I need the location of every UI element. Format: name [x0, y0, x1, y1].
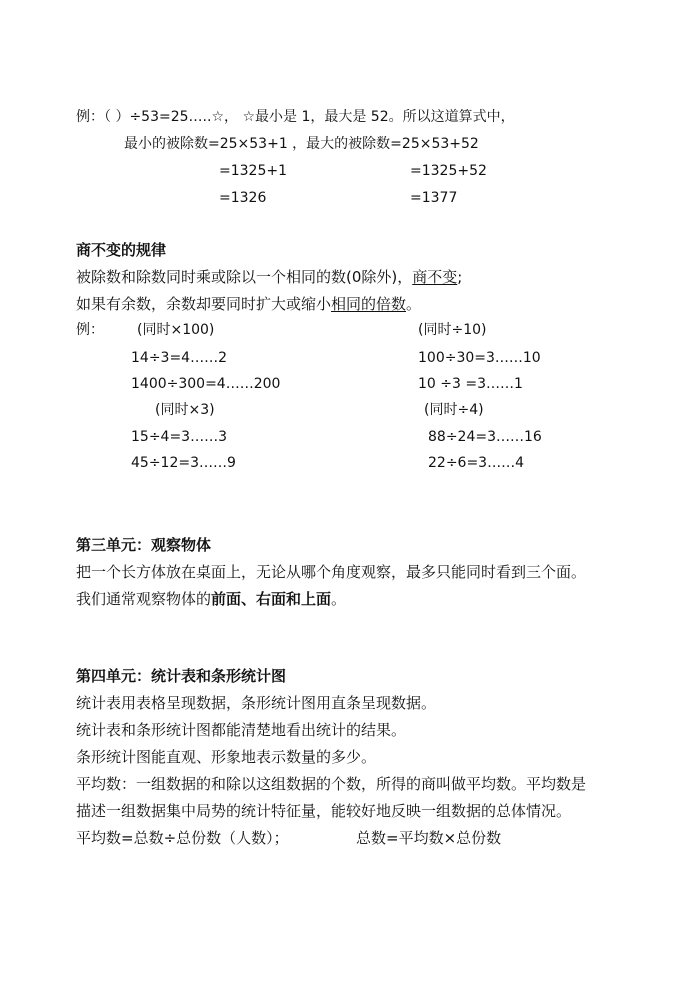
unit3-line-2-end: 。	[331, 590, 347, 608]
total-formula: 总数=平均数×总份数	[356, 829, 502, 847]
rule-line-1-text: 被除数和除数同时乘或除以一个相同的数(0除外)，	[76, 268, 413, 286]
unit4-line-5: 描述一组数据集中局势的统计特征量，能较好地反映一组数据的总体情况。	[76, 802, 572, 820]
rule-example-label: 例：	[76, 322, 104, 338]
unit3-line-2	[76, 590, 346, 608]
left-note-2: (同时×3)	[155, 402, 215, 418]
left-note-1: (同时×100)	[137, 322, 215, 338]
section-heading-quotient-rule: 商不变的规律	[76, 241, 167, 259]
section-heading-unit-3: 第三单元：观察物体	[76, 536, 212, 554]
rule-line-1	[76, 268, 462, 286]
left-equation-4: 45÷12=3……9	[131, 455, 236, 471]
unit3-line-1: 把一个长方体放在桌面上，无论从哪个角度观察，最多只能同时看到三个面。	[76, 563, 587, 581]
section-heading-unit-4: 第四单元：统计表和条形统计图	[76, 667, 287, 685]
right-equation-1: 100÷30=3……10	[418, 350, 541, 366]
right-equation-4: 22÷6=3……4	[428, 455, 524, 471]
unit4-line-3: 条形统计图能直观、形象地表示数量的多少。	[76, 748, 377, 766]
example-line-1: 例：（ ）÷53=25…..☆， ☆最小是 1，最大是 52。所以这道算式中，	[76, 109, 515, 125]
left-equation-1: 14÷3=4……2	[131, 350, 227, 366]
unit3-line-2-bold: 前面、右面和上面	[211, 590, 332, 608]
rule-line-2	[76, 295, 421, 313]
left-equation-3: 15÷4=3……3	[131, 429, 227, 445]
example-right-step-1: =1325+52	[410, 163, 487, 179]
rule-line-2-underlined: 相同的倍数	[331, 295, 407, 313]
unit4-line-4: 平均数：一组数据的和除以这组数据的个数，所得的商叫做平均数。平均数是	[76, 775, 587, 793]
unit4-line-1: 统计表用表格呈现数据，条形统计图用直条呈现数据。	[76, 694, 437, 712]
example-left-step-2: =1326	[219, 190, 267, 206]
rule-line-1-underlined: 商不变	[412, 268, 458, 286]
example-line-2: 最小的被除数=25×53+1 ，最大的被除数=25×53+52	[124, 136, 479, 152]
right-equation-2: 10 ÷3 =3……1	[418, 376, 523, 392]
right-note-1: (同时÷10)	[418, 322, 487, 338]
average-formula: 平均数=总数÷总份数（人数）；	[76, 829, 289, 847]
unit3-line-2-text: 我们通常观察物体的	[76, 590, 212, 608]
rule-line-2-text: 如果有余数，余数却要同时扩大或缩小	[76, 295, 332, 313]
unit4-line-2: 统计表和条形统计图都能清楚地看出统计的结果。	[76, 721, 407, 739]
rule-line-2-end: 。	[406, 295, 422, 313]
example-left-step-1: =1325+1	[219, 163, 287, 179]
right-note-2: (同时÷4)	[424, 402, 484, 418]
example-right-step-2: =1377	[410, 190, 458, 206]
rule-line-1-end: ;	[457, 268, 463, 286]
left-equation-2: 1400÷300=4……200	[131, 376, 281, 392]
right-equation-3: 88÷24=3……16	[428, 429, 542, 445]
